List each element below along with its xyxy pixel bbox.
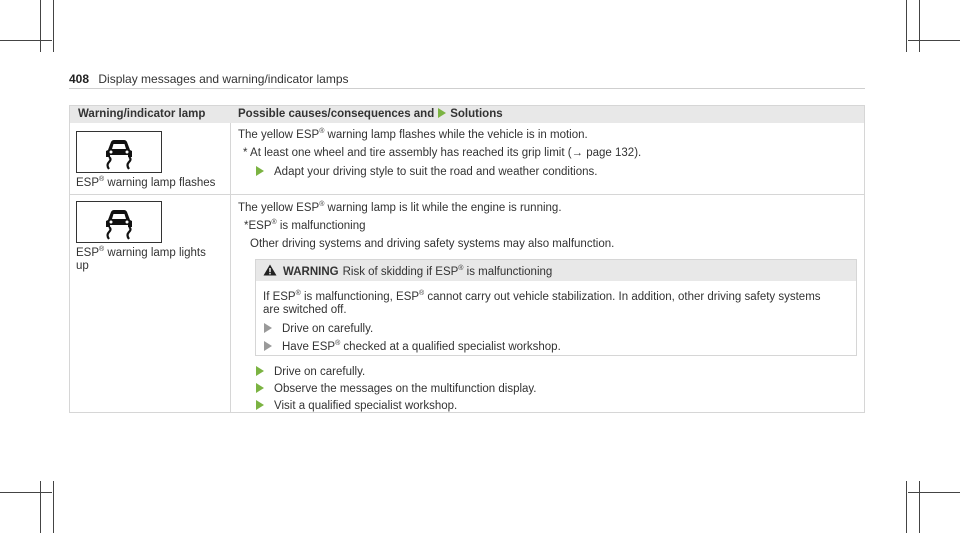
solution-arrow-icon [438, 108, 446, 118]
desc-suffix: warning lamp flashes while the vehicle is in motion. [324, 129, 588, 141]
col-header-causes [238, 108, 503, 120]
crop-mark [0, 492, 52, 493]
warning-body-part: cannot carry out vehicle stabilization. In addition, other driving safety systems [424, 291, 821, 303]
row-divider [70, 194, 864, 195]
warning-body-line2: are switched off. [263, 304, 347, 316]
registered-mark: ® [99, 176, 105, 183]
warning-title-suffix: is malfunctioning [463, 266, 553, 278]
crop-mark [919, 0, 920, 52]
lamp-label-suffix: warning lamp lights [104, 247, 206, 259]
esp-skid-car-icon [76, 201, 162, 243]
table-header [70, 106, 864, 123]
row2-solution [256, 382, 537, 396]
warning-step-suffix: checked at a qualified specialist workshop. [340, 341, 561, 353]
solution-text: Adapt your driving style to suit the road and weather conditions. [274, 166, 598, 178]
desc-suffix: warning lamp is lit while the engine is running. [324, 202, 562, 214]
crop-mark [908, 492, 960, 493]
solution-arrow-icon [256, 383, 264, 393]
section-title: Display messages and warning/indicator lamps [98, 72, 349, 86]
warning-header [256, 260, 856, 281]
warning-body-line1 [263, 290, 821, 304]
col-header-causes-text: Possible causes/consequences and [238, 108, 435, 120]
crop-mark [0, 40, 52, 41]
registered-mark: ® [419, 290, 425, 297]
header-rule [69, 88, 865, 89]
solution-text: Drive on carefully. [274, 366, 366, 378]
warning-body-part: is malfunctioning, ESP [300, 291, 420, 303]
crop-mark [919, 481, 920, 533]
row1-solution [256, 165, 597, 179]
column-divider [230, 123, 231, 412]
warning-body-part: If ESP [263, 291, 296, 303]
crop-mark [908, 40, 960, 41]
crop-mark [53, 0, 54, 52]
desc-prefix: The yellow ESP [238, 202, 320, 214]
warning-box [255, 259, 857, 356]
warning-title [263, 264, 552, 279]
row2-cause-note: Other driving systems and driving safety systems may also malfunction. [250, 238, 615, 250]
cause-suffix: is malfunctioning [276, 220, 366, 232]
page-number: 408 [69, 72, 90, 86]
page-header [69, 72, 349, 86]
lamp-label-prefix: ESP [76, 177, 100, 189]
warning-step-prefix: Have ESP [282, 341, 336, 353]
row2-solution [256, 399, 457, 413]
solution-arrow-icon [256, 166, 264, 176]
crop-mark [906, 481, 907, 533]
registered-mark: ® [99, 246, 105, 253]
step-arrow-icon [264, 323, 272, 333]
lamp-label-prefix: ESP [76, 247, 100, 259]
registered-mark: ® [319, 201, 325, 208]
step-arrow-icon [264, 341, 272, 351]
col-header-lamp: Warning/indicator lamp [78, 108, 206, 120]
row1-cause: * At least one wheel and tire assembly has reached its grip limit (→ page 132). [243, 147, 642, 159]
lamp-label [76, 177, 226, 190]
registered-mark: ® [271, 219, 277, 226]
crop-mark [40, 0, 41, 52]
warning-label: WARNING [283, 266, 339, 278]
solution-text: Visit a qualified specialist workshop. [274, 400, 458, 412]
lamp-label-suffix: warning lamp flashes [104, 177, 216, 189]
solution-arrow-icon [256, 366, 264, 376]
esp-skid-car-icon [76, 131, 162, 173]
warning-title-prefix: Risk of skidding if ESP [342, 266, 459, 278]
row1-description [238, 128, 588, 142]
registered-mark: ® [319, 128, 325, 135]
warning-triangle-icon [263, 264, 277, 276]
warning-step [264, 340, 561, 354]
col-header-solutions-text: Solutions [450, 108, 503, 120]
warning-step-text: Drive on carefully. [282, 323, 374, 335]
solution-text: Observe the messages on the multifunction display. [274, 383, 537, 395]
lamp-label-line2: up [76, 260, 89, 272]
warning-step [264, 322, 373, 336]
registered-mark: ® [458, 265, 464, 272]
warning-lamp-table [69, 105, 865, 413]
row2-cause [244, 219, 366, 233]
solution-arrow-icon [256, 400, 264, 410]
registered-mark: ® [335, 340, 341, 347]
row2-description [238, 201, 562, 215]
desc-prefix: The yellow ESP [238, 129, 320, 141]
lamp-label [76, 247, 226, 273]
crop-mark [40, 481, 41, 533]
registered-mark: ® [295, 290, 301, 297]
cause-prefix: *ESP [244, 220, 272, 232]
crop-mark [53, 481, 54, 533]
crop-mark [906, 0, 907, 52]
row2-solution [256, 365, 365, 379]
